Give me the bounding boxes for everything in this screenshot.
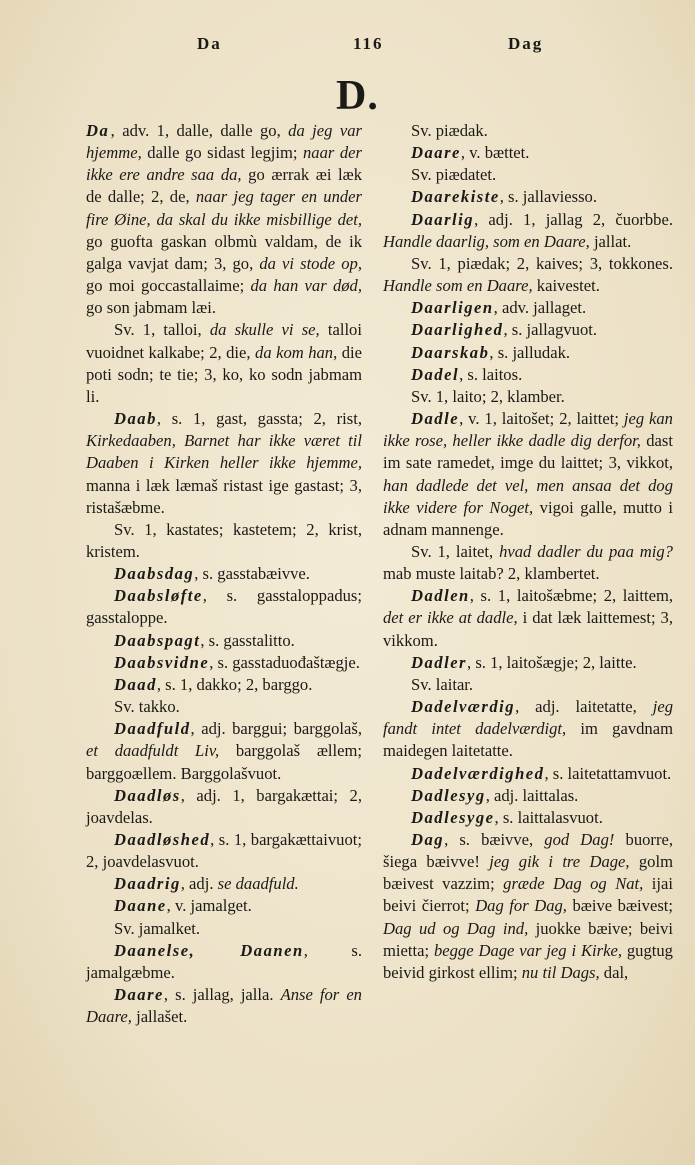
headword: Daare xyxy=(114,985,164,1005)
definition-text: go ærrak æi læk de dalle; 2, de, xyxy=(86,165,363,207)
definition-text: ijai beivi čierrot; xyxy=(383,874,673,916)
definition-text: Sv. 1, laito; 2, klamber. xyxy=(411,386,565,406)
definition-text: mab muste laitab? 2, klambertet. xyxy=(383,564,600,584)
dictionary-entry xyxy=(86,630,362,652)
example-phrase: da skulle vi se, xyxy=(209,320,320,340)
definition-text: , v. jamalget. xyxy=(166,896,252,916)
dictionary-entry xyxy=(383,253,673,297)
headword: Daabsvidne xyxy=(114,652,210,672)
example-phrase: Kirkedaaben, Barnet har ikke været til Daaben i Kirken heller ikke hjemme, xyxy=(86,431,362,473)
headword: Dadel xyxy=(411,364,460,384)
definition-text: , v. bættet. xyxy=(460,143,530,163)
dictionary-entry xyxy=(86,940,362,984)
headword: Daabsdag xyxy=(114,564,195,584)
example-phrase: hvad dadler du paa mig? xyxy=(499,541,673,561)
dictionary-entry xyxy=(86,563,362,585)
example-phrase: nu til Dags, xyxy=(521,962,600,982)
definition-text: i dat læk laittemest; 3, vikkom. xyxy=(383,608,673,650)
dictionary-entry xyxy=(86,674,362,696)
definition-text: Sv. piædatet. xyxy=(411,165,497,185)
dictionary-entry xyxy=(383,541,673,585)
header-left-guideword: Da xyxy=(197,34,222,53)
example-phrase: begge Dage var jeg i Kirke, xyxy=(433,940,622,960)
definition-text: , s. gasstabæivve. xyxy=(194,564,310,584)
example-phrase: Handle daarlig, som en Daare, xyxy=(383,231,590,251)
definition-text: , s. laitetattamvuot. xyxy=(544,763,672,783)
definition-text: , adj. 1, jallag 2, čuorbbe. xyxy=(474,209,673,229)
definition-text: , adj. laitetatte, xyxy=(515,697,653,717)
definition-text: go guofta gaskan olbmù valdam, de ik galga vavjat dam; 3, go, xyxy=(86,231,362,273)
definition-text: im gavdnam maidegen laitetatte. xyxy=(383,719,673,761)
definition-text: , v. 1, laitošet; 2, laittet; xyxy=(459,409,624,429)
definition-text: , s. 1, laitošægje; 2, laitte. xyxy=(467,652,637,672)
definition-text: , s. 1, gast, gassta; 2, rist, xyxy=(156,409,362,429)
definition-text: gugtug beivid girkost ellim; xyxy=(383,940,673,982)
headword: Dadelværdig xyxy=(411,697,516,717)
dictionary-entry xyxy=(86,319,362,408)
headword: Daane xyxy=(114,896,167,916)
dictionary-entry xyxy=(383,142,673,164)
dictionary-entry xyxy=(383,186,673,208)
header-right-guideword: Dag xyxy=(508,34,544,53)
headword: Daad xyxy=(114,674,157,694)
headword: Dadelværdighed xyxy=(411,763,545,783)
definition-text: , adj. 1, bargakættai; 2, joavdelas. xyxy=(86,785,362,827)
definition-text: bæive bæivest; xyxy=(566,896,673,916)
dictionary-entry xyxy=(383,585,673,651)
dictionary-entry xyxy=(86,696,362,718)
dictionary-entry xyxy=(86,408,362,519)
example-phrase: se daadfuld. xyxy=(217,874,299,894)
headword: Daabspagt xyxy=(114,630,201,650)
dictionary-entry xyxy=(383,807,673,829)
headword: Daarekiste xyxy=(411,187,500,207)
example-phrase: jeg gik i tre Dage, xyxy=(489,852,630,872)
right-column xyxy=(383,120,673,984)
definition-text: , adj. laittalas. xyxy=(485,785,579,805)
dictionary-entry xyxy=(86,829,362,873)
dictionary-entry xyxy=(383,763,673,785)
definition-text: , s. laitos. xyxy=(459,364,523,384)
headword: Daadløs xyxy=(114,785,181,805)
headword: Daab xyxy=(114,409,157,429)
definition-text: Sv. 1, piædak; 2, kaives; 3, tokkones. xyxy=(411,253,673,273)
definition-text: , s. gasstaloppadus; gasstaloppe. xyxy=(86,586,362,628)
dictionary-entry xyxy=(86,718,362,784)
example-phrase: et daadfuldt Liv, xyxy=(86,741,220,761)
dictionary-entry xyxy=(383,364,673,386)
example-phrase: græde Dag og Nat, xyxy=(503,874,644,894)
definition-text: , s. 1, bargakættaivuot; 2, joavdelasvuot. xyxy=(86,830,362,872)
definition-text: go moi goccastallaime; xyxy=(86,276,251,296)
dictionary-entry xyxy=(383,785,673,807)
dictionary-entry xyxy=(383,652,673,674)
definition-text: , adj. barggui; barggolaš, xyxy=(190,719,362,739)
definition-text: Sv. 1, laitet, xyxy=(411,541,500,561)
definition-text: , s. jamalgæbme. xyxy=(86,940,362,982)
dictionary-entry xyxy=(86,873,362,895)
definition-text: , adv. jallaget. xyxy=(493,298,587,318)
headword: Dadlen xyxy=(411,586,470,606)
example-phrase: jeg kan ikke rose, heller ikke dadle dig derfor, xyxy=(383,409,673,451)
definition-text: dalle go sidast legjim; xyxy=(141,143,303,163)
definition-text: manna i læk læmaš ristast ige gastast; 3, ristašæbme. xyxy=(86,475,362,517)
definition-text: , s. bæivve, xyxy=(444,830,545,849)
definition-text: kaivestet. xyxy=(532,276,600,296)
example-phrase: Dag for Dag, xyxy=(475,896,567,916)
definition-text: Sv. laitar. xyxy=(411,674,474,694)
dictionary-entry xyxy=(383,408,673,541)
example-phrase: naar der ikke ere andre saa da, xyxy=(86,143,362,185)
section-letter: D. xyxy=(336,73,379,119)
example-phrase: han dadlede det vel, men ansaa det dog ikke videre for Noget, xyxy=(383,475,673,517)
definition-text: juokke bæive; beivi mietta; xyxy=(383,918,673,960)
definition-text: , s. jallagvuot. xyxy=(503,320,598,340)
example-phrase: god Dag! xyxy=(544,830,615,849)
headword: Daarlig xyxy=(411,209,475,229)
dictionary-entry xyxy=(86,519,362,563)
headword: Daarlighed xyxy=(411,320,504,340)
definition-text: Sv. jamalket. xyxy=(114,918,201,938)
dictionary-entry xyxy=(383,164,673,186)
dictionary-entry xyxy=(383,120,673,142)
headword: Daarligen xyxy=(411,298,494,318)
example-phrase: da vi stode op, xyxy=(259,253,362,273)
definition-text: , s. 1, laitošæbme; 2, laittem, xyxy=(469,586,673,606)
definition-text: , s. jallag, jalla. xyxy=(163,985,281,1005)
example-phrase: Dag ud og Dag ind, xyxy=(383,918,529,938)
definition-text: , s. gasstalitto. xyxy=(200,630,295,650)
dictionary-entry xyxy=(383,297,673,319)
running-header xyxy=(0,34,695,58)
headword: Daanelse, Daanen xyxy=(114,940,304,960)
page-number: 116 xyxy=(353,34,384,53)
headword: Dadler xyxy=(411,652,468,672)
headword: Dag xyxy=(411,830,445,849)
definition-text: die poti sodn; te tie; 3, ko, ko sodn jabmam li. xyxy=(86,342,362,406)
dictionary-entry xyxy=(86,895,362,917)
dictionary-entry xyxy=(383,674,673,696)
example-phrase: Anse for en Daare, xyxy=(86,985,362,1027)
left-column xyxy=(86,120,362,1028)
definition-text: Sv. piædak. xyxy=(411,121,488,140)
dictionary-entry xyxy=(86,918,362,940)
headword: Daadløshed xyxy=(114,830,211,849)
dictionary-entry xyxy=(383,319,673,341)
dictionary-entry xyxy=(383,829,673,984)
headword: Daabsløfte xyxy=(114,586,203,606)
dictionary-entry xyxy=(383,209,673,253)
dictionary-entry xyxy=(383,342,673,364)
definition-text: jallat. xyxy=(589,231,632,251)
headword: Dadlesyg xyxy=(411,785,486,805)
definition-text: jallašet. xyxy=(131,1007,188,1027)
dictionary-entry xyxy=(86,984,362,1028)
example-phrase: da kom han, xyxy=(255,342,338,362)
dictionary-entry xyxy=(383,696,673,762)
dictionary-entry xyxy=(86,120,362,319)
dictionary-entry xyxy=(86,785,362,829)
headword: Da xyxy=(86,121,110,140)
headword: Dadlesyge xyxy=(411,807,495,827)
definition-text: , adj. xyxy=(180,874,218,894)
dictionary-entry xyxy=(383,386,673,408)
example-phrase: jeg fandt intet dadelværdigt, xyxy=(383,697,673,739)
headword: Daadrig xyxy=(114,874,181,894)
definition-text: talloi vuoidnet kalkabe; 2, die, xyxy=(86,320,362,362)
definition-text: dast im sate ramedet, imge du laittet; 3, vikkot, xyxy=(383,431,673,473)
example-phrase: Handle som en Daare, xyxy=(383,276,533,296)
dictionary-entry xyxy=(86,652,362,674)
definition-text: , s. jallaviesso. xyxy=(499,187,597,207)
example-phrase: naar jeg tager en under fire Øine, da skal du ikke misbillige det, xyxy=(86,187,362,229)
definition-text: barggolaš ællem; barggoællem. Barggolašvuot. xyxy=(86,741,362,783)
definition-text: golm bæivest vazzim; xyxy=(383,852,673,894)
headword: Daadfuld xyxy=(114,719,191,739)
example-phrase: det er ikke at dadle, xyxy=(383,608,518,628)
definition-text: vigoi galle, mutto i adnam mannenge. xyxy=(383,497,673,539)
definition-text: Sv. 1, kastates; kastetem; 2, krist, kristem. xyxy=(86,519,362,561)
dictionary-entry xyxy=(86,585,362,629)
definition-text: , s. laittalasvuot. xyxy=(494,807,603,827)
definition-text: , adv. 1, dalle, dalle go, xyxy=(109,121,289,140)
definition-text: buorre, šiega bæivve! xyxy=(383,830,673,872)
example-phrase: da jeg var hjemme, xyxy=(86,121,362,163)
headword: Dadle xyxy=(411,409,460,429)
headword: Daare xyxy=(411,143,461,163)
definition-text: dal, xyxy=(599,962,629,982)
headword: Daarskab xyxy=(411,342,490,362)
definition-text: Sv. takko. xyxy=(114,697,180,717)
example-phrase: da han var død, xyxy=(250,276,362,296)
definition-text: , s. 1, dakko; 2, barggo. xyxy=(156,674,313,694)
definition-text: go son jabmam læi. xyxy=(86,298,216,318)
definition-text: , s. gasstaduođaštægje. xyxy=(209,652,360,672)
definition-text: Sv. 1, talloi, xyxy=(114,320,210,340)
definition-text: , s. jalludak. xyxy=(489,342,571,362)
